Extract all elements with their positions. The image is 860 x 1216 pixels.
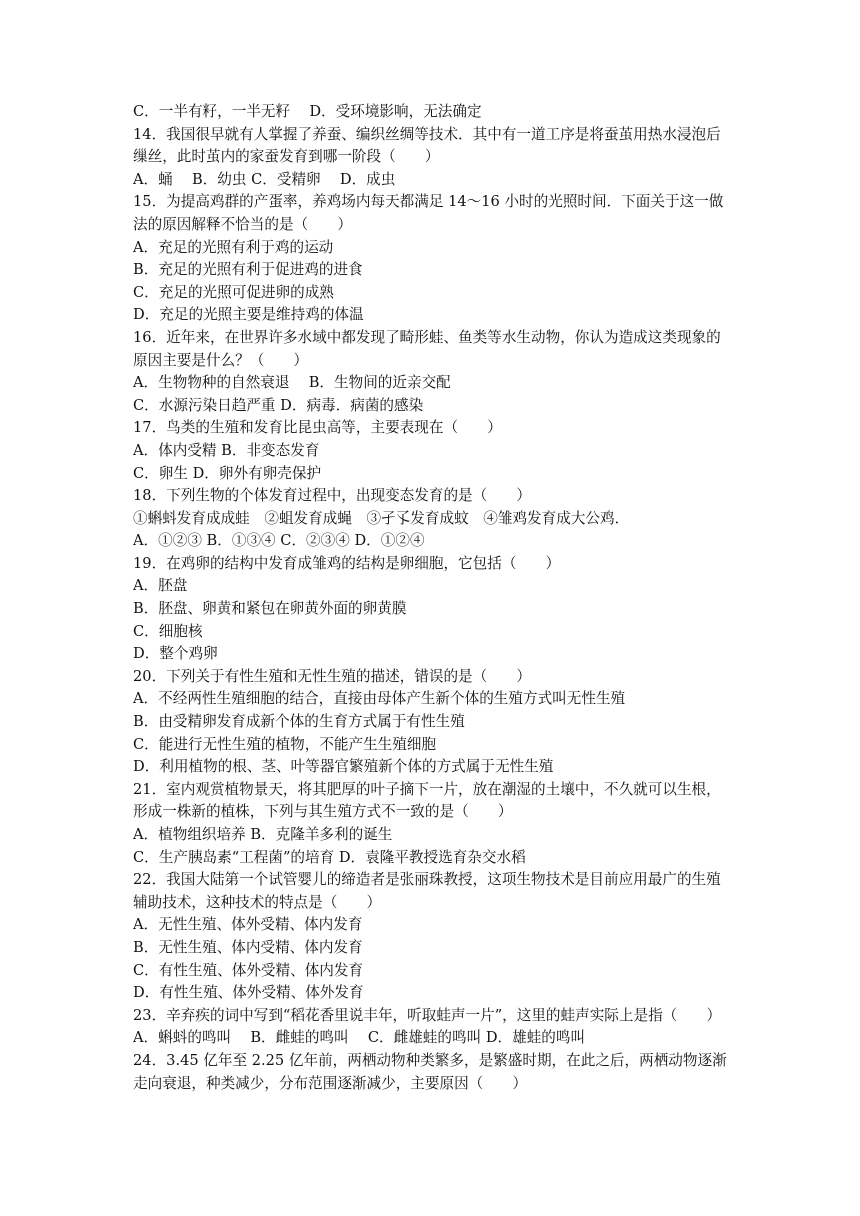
text-line: 缫丝，此时茧内的家蚕发育到哪一阶段（ ） [133, 148, 440, 166]
text-line: C．水源污染日趋严重 D．病毒．病菌的感染 [133, 396, 424, 414]
text-line: 走向衰退，种类减少，分布范围逐渐减少，主要原因（ ） [133, 1074, 528, 1092]
text-line: 23．辛弃疾的词中写到“稻花香里说丰年，听取蛙声一片”，这里的蛙声实际上是指（ ） [133, 1006, 722, 1024]
text-line: C．卵生 D．卵外有卵壳保护 [133, 464, 322, 482]
text-line: D．整个鸡卵 [133, 645, 218, 663]
question-text [133, 101, 790, 1095]
text-line: A．体内受精 B．非变态发育 [133, 441, 320, 459]
text-line: 原因主要是什么？（ ） [133, 351, 309, 369]
text-line: A．胚盘 [133, 577, 188, 595]
text-line: A．蛹 B．幼虫 C．受精卵 D．成虫 [133, 170, 396, 188]
text-line: B．无性生殖、体内受精、体内发育 [133, 938, 363, 956]
text-line: A．蝌蚪的鸣叫 B．雌蛙的鸣叫 C．雌雄蛙的鸣叫 D．雄蛙的鸣叫 [133, 1029, 586, 1047]
text-line: 形成一株新的植株，下列与其生殖方式不一致的是（ ） [133, 803, 513, 821]
text-line: 22．我国大陆第一个试管婴儿的缔造者是张丽珠教授，这项生物技术是目前应用最广的生殖 [133, 871, 721, 889]
text-line: 14．我国很早就有人掌握了养蚕、编织丝绸等技术．其中有一道工序是将蚕茧用热水浸泡后 [133, 125, 721, 143]
text-line: A．不经两性生殖细胞的结合，直接由母体产生新个体的生殖方式叫无性生殖 [133, 690, 626, 708]
text-line: 24．3.45 亿年至 2.25 亿年前，两栖动物种类繁多，是繁盛时期，在此之后，两栖动物逐渐 [133, 1051, 727, 1069]
text-line: A．充足的光照有利于鸡的运动 [133, 238, 334, 256]
text-line: 16．近年来，在世界许多水域中都发现了畸形蛙、鱼类等水生动物，你认为造成这类现象的 [133, 328, 721, 346]
text-line: C．充足的光照可促进卵的成熟 [133, 283, 334, 301]
text-line: C．细胞核 [133, 622, 203, 640]
text-line: C．能进行无性生殖的植物，不能产生生殖细胞 [133, 735, 437, 753]
text-line: C．生产胰岛素“工程菌”的培育 D．袁隆平教授选育杂交水稻 [133, 848, 526, 866]
text-line: B．胚盘、卵黄和紧包在卵黄外面的卵黄膜 [133, 600, 407, 618]
text-line: A．①②③ B．①③④ C．②③④ D．①②④ [133, 532, 425, 550]
text-line: D．有性生殖、体外受精、体外发育 [133, 984, 364, 1002]
text-line: B．由受精卵发育成新个体的生育方式属于有性生殖 [133, 713, 465, 731]
text-line: 21．室内观赏植物景天，将其肥厚的叶子摘下一片，放在潮湿的土壤中，不久就可以生根， [133, 780, 721, 798]
text-line: 20．下列关于有性生殖和无性生殖的描述，错误的是（ ） [133, 667, 532, 685]
text-line: 17．鸟类的生殖和发育比昆虫高等，主要表现在（ ） [133, 419, 502, 437]
text-line: D．利用植物的根、茎、叶等器官繁殖新个体的方式属于无性生殖 [133, 758, 554, 776]
text-line: 辅助技术，这种技术的特点是（ ） [133, 893, 382, 911]
text-line: D．充足的光照主要是维持鸡的体温 [133, 306, 364, 324]
text-line: C．有性生殖、体外受精、体内发育 [133, 961, 364, 979]
text-line: A．生物物种的自然衰退 B．生物间的近亲交配 [133, 374, 451, 392]
text-line: 19．在鸡卵的结构中发育成雏鸡的结构是卵细胞，它包括（ ） [133, 554, 561, 572]
text-line: 15．为提高鸡群的产蛋率，养鸡场内每天都满足 14～16 小时的光照时间．下面关于这一做 [133, 193, 724, 211]
text-line: B．充足的光照有利于促进鸡的进食 [133, 261, 363, 279]
text-line: 法的原因解释不恰当的是（ ） [133, 215, 352, 233]
text-line: 18．下列生物的个体发育过程中，出现变态发育的是（ ） [133, 487, 532, 505]
text-line: ①蝌蚪发育成成蛙 ②蛆发育成蝇 ③孑孓发育成蚊 ④雏鸡发育成大公鸡． [133, 509, 630, 527]
text-line: A．无性生殖、体外受精、体内发育 [133, 916, 363, 934]
text-line: A．植物组织培养 B．克隆羊多利的诞生 [133, 826, 393, 843]
text-line: C．一半有籽，一半无籽 D．受环境影响，无法确定 [133, 103, 482, 120]
